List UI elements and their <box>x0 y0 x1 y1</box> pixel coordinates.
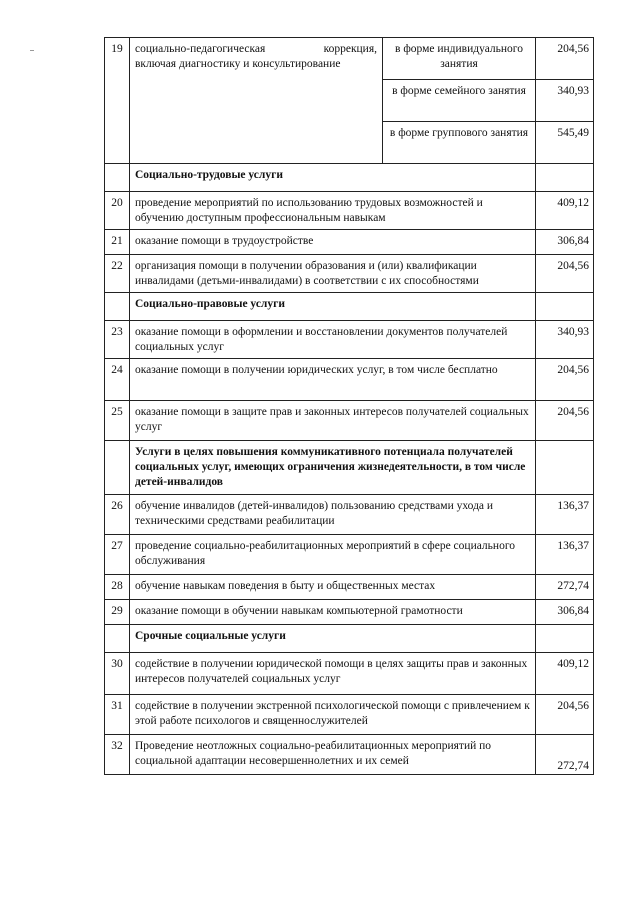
row-number: 28 <box>105 575 130 600</box>
row-number: 31 <box>105 695 130 735</box>
table-row <box>105 495 594 535</box>
row-number: 21 <box>105 230 130 255</box>
table-row <box>105 735 594 775</box>
row-number: 19 <box>105 38 130 164</box>
service-description: проведение мероприятий по использованию трудовых возможностей и обучению доступным профессиональным навыкам <box>130 192 536 230</box>
row-number: 24 <box>105 359 130 401</box>
section-header-row <box>105 293 594 321</box>
row-number: 22 <box>105 255 130 293</box>
row-number: 26 <box>105 495 130 535</box>
section-title: Срочные социальные услуги <box>130 625 536 653</box>
row-number: 20 <box>105 192 130 230</box>
service-price: 340,93 <box>536 80 594 122</box>
table-row <box>105 600 594 625</box>
service-description: оказание помощи в оформлении и восстановлении документов получателей социальных услуг <box>130 321 536 359</box>
service-form: в форме семейного занятия <box>383 80 536 122</box>
section-header-row <box>105 441 594 495</box>
service-price: 136,37 <box>536 535 594 575</box>
table-row <box>105 695 594 735</box>
service-price: 204,56 <box>536 401 594 441</box>
service-price: 306,84 <box>536 230 594 255</box>
service-price: 204,56 <box>536 695 594 735</box>
table-row <box>105 255 594 293</box>
service-description: оказание помощи в трудоустройстве <box>130 230 536 255</box>
table-row <box>105 401 594 441</box>
service-description: оказание помощи в обучении навыкам компьютерной грамотности <box>130 600 536 625</box>
service-price: 204,56 <box>536 255 594 293</box>
section-title: Социально-трудовые услуги <box>130 164 536 192</box>
service-price: 306,84 <box>536 600 594 625</box>
table-row <box>105 653 594 695</box>
table-row <box>105 230 594 255</box>
section-header-row <box>105 625 594 653</box>
service-price: 204,56 <box>536 38 594 80</box>
row-number <box>105 441 130 495</box>
table-row <box>105 535 594 575</box>
service-price: 409,12 <box>536 653 594 695</box>
service-description-line: включая диагностику и консультирование <box>135 58 341 70</box>
row-number: 23 <box>105 321 130 359</box>
service-price: 136,37 <box>536 495 594 535</box>
row-number: 29 <box>105 600 130 625</box>
row-number: 30 <box>105 653 130 695</box>
service-price: 272,74 <box>536 735 594 775</box>
service-description: обучение навыкам поведения в быту и общественных местах <box>130 575 536 600</box>
service-description: оказание помощи в защите прав и законных интересов получателей социальных услуг <box>130 401 536 441</box>
row-number: 25 <box>105 401 130 441</box>
service-price: 409,12 <box>536 192 594 230</box>
table-row <box>105 359 594 401</box>
service-description: организация помощи в получении образования и (или) квалификации инвалидами (детьми-инвалидами) в соответствии с их способностями <box>130 255 536 293</box>
service-description: обучение инвалидов (детей-инвалидов) пользованию средствами ухода и техническими средствами реабилитации <box>130 495 536 535</box>
row-number: 27 <box>105 535 130 575</box>
service-price: 340,93 <box>536 321 594 359</box>
table-row <box>105 321 594 359</box>
service-description: проведение социально-реабилитационных мероприятий в сфере социального обслуживания <box>130 535 536 575</box>
service-form: в форме группового занятия <box>383 122 536 164</box>
table-row <box>105 38 594 80</box>
service-description: Проведение неотложных социально-реабилитационных мероприятий по социальной адаптации несовершеннолетних и их семей <box>130 735 536 775</box>
service-price: 545,49 <box>536 122 594 164</box>
service-description: содействие в получении экстренной психологической помощи с привлечением к этой работе психологов и священнослужителей <box>130 695 536 735</box>
section-title: Услуги в целях повышения коммуникативного потенциала получателей социальных услуг, имеющих ограничения жизнедеятельности, в том числе детей-инвалидов <box>130 441 536 495</box>
service-description <box>130 38 383 164</box>
section-header-row <box>105 164 594 192</box>
row-number: 32 <box>105 735 130 775</box>
row-number <box>105 625 130 653</box>
service-form: в форме индивидуального занятия <box>383 38 536 80</box>
table-row <box>105 192 594 230</box>
services-price-table <box>104 37 594 775</box>
row-number <box>105 293 130 321</box>
service-description: оказание помощи в получении юридических услуг, в том числе бесплатно <box>130 359 536 401</box>
section-title: Социально-правовые услуги <box>130 293 536 321</box>
scan-mark <box>30 50 34 51</box>
service-description: содействие в получении юридической помощи в целях защиты прав и законных интересов получателей социальных услуг <box>130 653 536 695</box>
row-number <box>105 164 130 192</box>
table-row <box>105 575 594 600</box>
service-description-line: социально-педагогическая коррекция, <box>135 43 377 55</box>
service-price: 204,56 <box>536 359 594 401</box>
service-price: 272,74 <box>536 575 594 600</box>
